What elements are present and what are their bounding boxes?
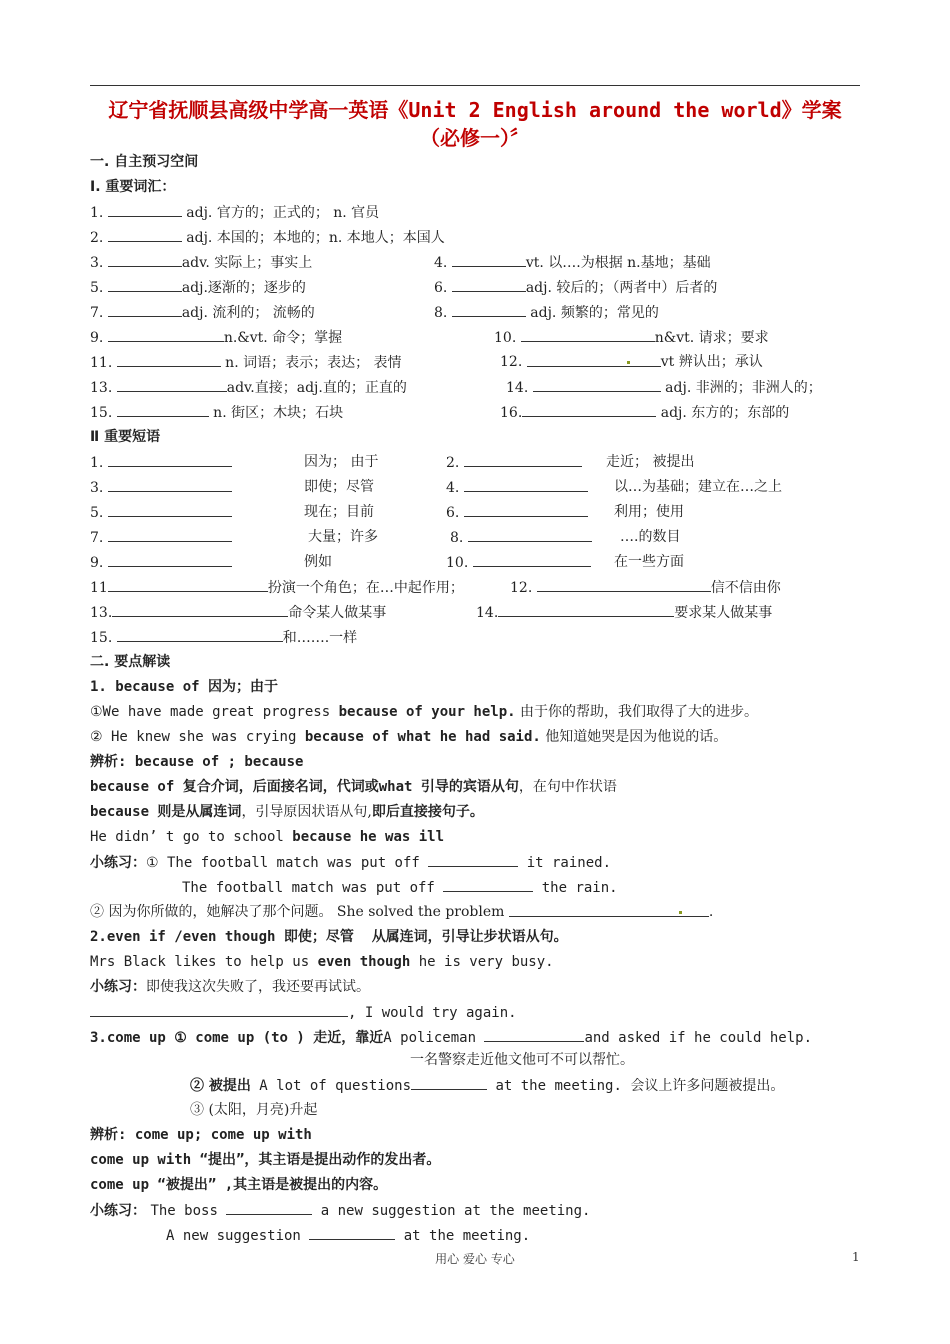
section-heading-2: 二. 要点解读 <box>90 654 171 670</box>
analysis-heading: 辨析: because of ; because <box>90 754 304 770</box>
section-heading-1: 一. 自主预习空间 <box>90 154 199 170</box>
vocab-heading: Ⅰ. 重要词汇： <box>90 179 176 195</box>
translation: 一名警察走近他文他可不可以帮忙。 <box>410 1052 634 1068</box>
vocab-row: 3. adv. 实际上；事实上 4. vt. 以….为根据 n.基地；基础 <box>90 252 860 272</box>
vocab-row: 9. n.&vt. 命令；掌握 10. n&vt. 请求；要求 <box>90 327 860 347</box>
vocab-row: 15. n. 街区；木块；石块 16. adj. 东方的；东部的 <box>90 402 860 422</box>
sub-point: ③ (太阳，月亮)升起 <box>190 1102 318 1118</box>
point-heading: 1. because of 因为；由于 <box>90 679 279 695</box>
practice-item: 小练习：即使我这次失败了，我还要再试试。 <box>90 979 370 995</box>
vocab-row: 11. n. 词语；表示；表达； 表情 12. vt 辨认出；承认 <box>90 354 763 371</box>
phrase-row: 9. 例如 10. 在一些方面 <box>90 554 684 571</box>
phrase-row: 7. 大量；许多 8. ….的数目 <box>90 529 681 546</box>
example-sentence: ② He knew she was crying because of what he had said. 他知道她哭是因为他说的话。 <box>90 729 728 745</box>
practice-item: , I would try again. <box>90 1002 517 1022</box>
example-sentence: ①We have made great progress because of your help. 由于你的帮助，我们取得了大的进步。 <box>90 704 759 720</box>
phrase-row: 3. 即使；尽管 4. 以…为基础；建立在…之上 <box>90 479 782 496</box>
phrase-row: 13. 命令某人做某事 14. 要求某人做某事 <box>90 602 860 622</box>
example-sentence: He didn’ t go to school because he was ill <box>90 829 445 845</box>
point-heading: 3.come up ① come up (to ) 走近，靠近A policeman and asked if he could help. <box>90 1027 812 1047</box>
phrase-row: 15. 和…….一样 <box>90 627 357 647</box>
phrase-row: 11 扮演一个角色；在…中起作用； 12. 信不信由你 <box>90 577 860 597</box>
practice-item: 小练习： The boss a new suggestion at the meeting. <box>90 1200 590 1220</box>
example-sentence: Mrs Black likes to help us even though he is very busy. <box>90 954 554 970</box>
practice-item: A new suggestion at the meeting. <box>166 1225 530 1245</box>
vocab-row: 5. adj.逐渐的；逐步的 6. adj. 较后的；（两者中）后者的 <box>90 277 860 297</box>
vocab-row: 1. adj. 官方的；正式的； n. 官员 <box>90 202 379 222</box>
point-heading: 2.even if /even though 即使；尽管 从属连词，引导让步状语从句。 <box>90 929 568 945</box>
practice-item: The football match was put off the rain. <box>182 877 618 897</box>
grammar-rule: because 则是从属连词，引导原因状语从句,即后直接接句子。 <box>90 804 484 820</box>
page-footer: 用心 爱心 专心 <box>435 1252 515 1266</box>
vocab-row: 2. adj. 本国的；本地的；n. 本地人；本国人 <box>90 227 445 247</box>
vocab-row: 13. adv.直接；adj.直的；正直的 14. adj. 非洲的；非洲人的； <box>90 377 860 397</box>
phrase-row: 5. 现在；目前 6. 利用；使用 <box>90 504 684 521</box>
grammar-rule: come up “被提出” ,其主语是被提出的内容。 <box>90 1177 388 1193</box>
analysis-heading: 辨析: come up; come up with <box>90 1127 312 1143</box>
grammar-rule: because of 复合介词，后面接名词，代词或what 引导的宾语从句，在句中作状语 <box>90 779 617 795</box>
phrase-heading: Ⅱ 重要短语 <box>90 429 161 445</box>
grammar-rule: come up with “提出”，其主语是提出动作的发出者。 <box>90 1152 441 1168</box>
vocab-row: 7. adj. 流利的； 流畅的 8. adj. 频繁的；常见的 <box>90 302 860 322</box>
page-number: 1 <box>852 1250 860 1264</box>
practice-item: ② 因为你所做的，她解决了那个问题。 She solved the problem . <box>90 904 714 920</box>
header-rule <box>90 85 860 86</box>
phrase-row: 1. 因为； 由于 2. 走近； 被提出 <box>90 454 695 471</box>
page-title: 辽宁省抚顺县高级中学高一英语《Unit 2 English around the world》学案（必修一）〞 <box>108 98 842 150</box>
practice-item: 小练习：① The football match was put off it rained. <box>90 852 611 872</box>
sub-point: ② 被提出 A lot of questions at the meeting. 会议上许多问题被提出。 <box>190 1075 784 1095</box>
